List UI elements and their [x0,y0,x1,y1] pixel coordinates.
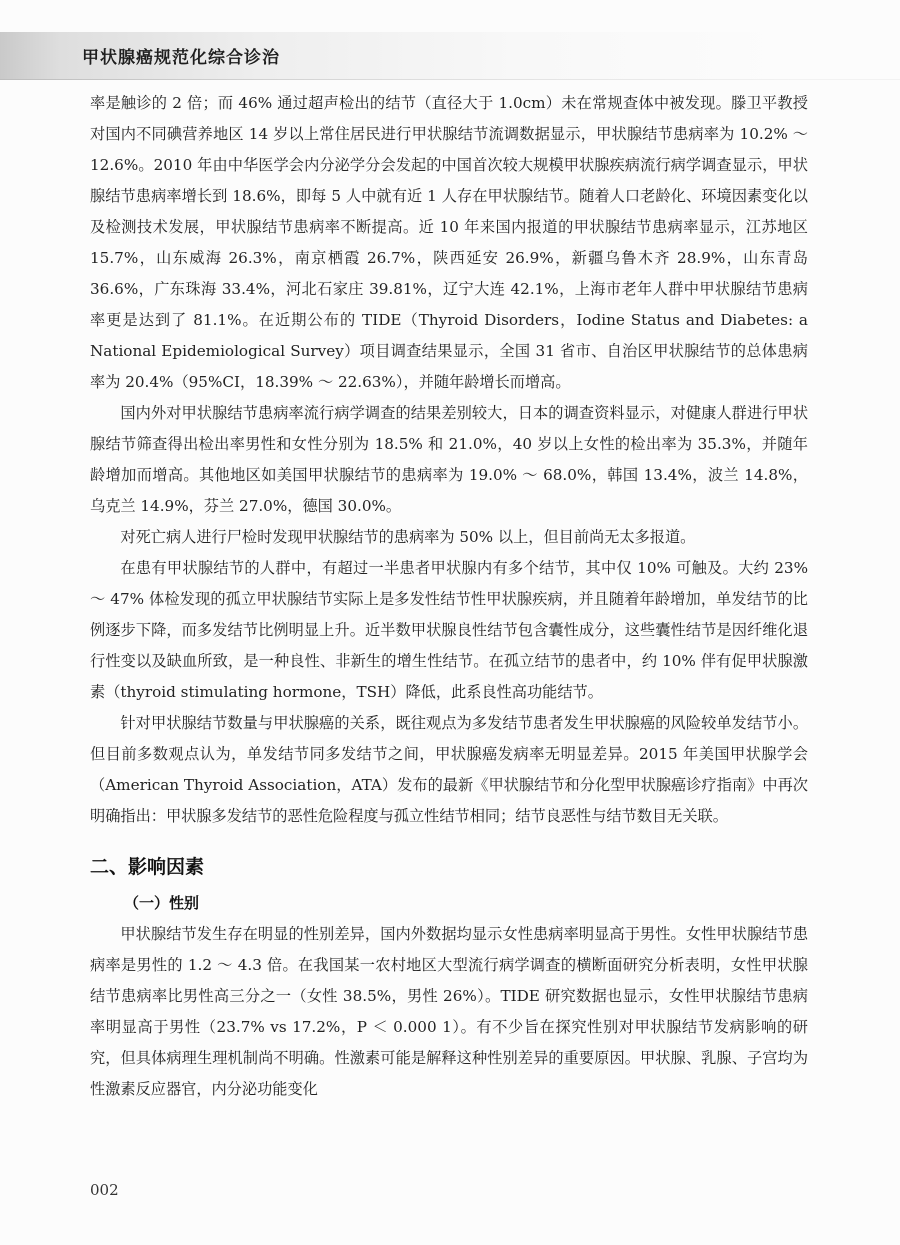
paragraph-1: 率是触诊的 2 倍；而 46% 通过超声检出的结节（直径大于 1.0cm）未在常规查体中被发现。滕卫平教授对国内不同碘营养地区 14 岁以上常住居民进行甲状腺结节流调数据显示，甲状腺结节患病率为 10.2% ～ 12.6%。2010 年由中华医学会内分泌学分会发起的中国首次较大规模甲状腺疾病流行病学调查显示，甲状腺结节患病率增长到 18.6%，即每 5 人中就有近 1 人存在甲状腺结节。随着人口老龄化、环境因素变化以及检测技术发展，甲状腺结节患病率不断提高。近 10 年来国内报道的甲状腺结节患病率显示，江苏地区 15.7%，山东威海 26.3%，南京栖霞 26.7%，陕西延安 26.9%，新疆乌鲁木齐 28.9%，山东青岛 36.6%，广东珠海 33.4%，河北石家庄 39.81%，辽宁大连 42.1%，上海市老年人群中甲状腺结节患病率更是达到了 81.1%。在近期公布的 TIDE（Thyroid Disorders，Iodine Status and Diabetes: a National Epidemiological Survey）项目调查结果显示，全国 31 省市、自治区甲状腺结节的总体患病率为 20.4%（95%CI，18.39% ～ 22.63%），并随年龄增长而增高。 [90,94,808,391]
section-paragraph: 甲状腺结节发生存在明显的性别差异，国内外数据均显示女性患病率明显高于男性。女性甲状腺结节患病率是男性的 1.2 ～ 4.3 倍。在我国某一农村地区大型流行病学调查的横断面研究分析表明，女性甲状腺结节患病率比男性高三分之一（女性 38.5%，男性 26%）。TIDE 研究数据也显示，女性甲状腺结节患病率明显高于男性（23.7% vs 17.2%，P ＜ 0.000 1）。有不少旨在探究性别对甲状腺结节发病影响的研究，但具体病理生理机制尚不明确。性激素可能是解释这种性别差异的重要原因。甲状腺、乳腺、子宫均为性激素反应器官，内分泌功能变化 [90,925,808,1098]
paragraph-5: 针对甲状腺结节数量与甲状腺癌的关系，既往观点为多发结节患者发生甲状腺癌的风险较单发结节小。但目前多数观点认为，单发结节同多发结节之间，甲状腺癌发病率无明显差异。2015 年美国甲状腺学会（American Thyroid Association，ATA）发布的最新《甲状腺结节和分化型甲状腺癌诊疗指南》中再次明确指出：甲状腺多发结节的恶性危险程度与孤立性结节相同；结节良恶性与结节数目无关联。 [90,714,808,825]
paragraph-4: 在患有甲状腺结节的人群中，有超过一半患者甲状腺内有多个结节，其中仅 10% 可触及。大约 23% ～ 47% 体检发现的孤立甲状腺结节实际上是多发性结节性甲状腺疾病，并且随着年龄增加，单发结节的比例逐步下降，而多发结节比例明显上升。近半数甲状腺良性结节包含囊性成分，这些囊性结节是因纤维化退行性变以及缺血所致，是一种良性、非新生的增生性结节。在孤立结节的患者中，约 10% 伴有促甲状腺激素（thyroid stimulating hormone，TSH）降低，此系良性高功能结节。 [90,559,808,701]
paragraph-3: 对死亡病人进行尸检时发现甲状腺结节的患病率为 50% 以上，但目前尚无太多报道。 [120,528,696,546]
subsection-heading: （一）性别 [124,894,200,912]
running-header-title: 甲状腺癌规范化综合诊治 [82,48,280,68]
section-heading: 二、影响因素 [90,856,205,878]
paragraph-2: 国内外对甲状腺结节患病率流行病学调查的结果差别较大，日本的调查资料显示，对健康人群进行甲状腺结节筛查得出检出率男性和女性分别为 18.5% 和 21.0%，40 岁以上女性的检出率为 35.3%，并随年龄增加而增高。其他地区如美国甲状腺结节的患病率为 19.0% ～ 68.0%，韩国 13.4%，波兰 14.8%，乌克兰 14.9%，芬兰 27.0%，德国 30.0%。 [90,404,808,515]
page-body [90,88,808,1105]
page-number: 002 [90,1181,119,1199]
